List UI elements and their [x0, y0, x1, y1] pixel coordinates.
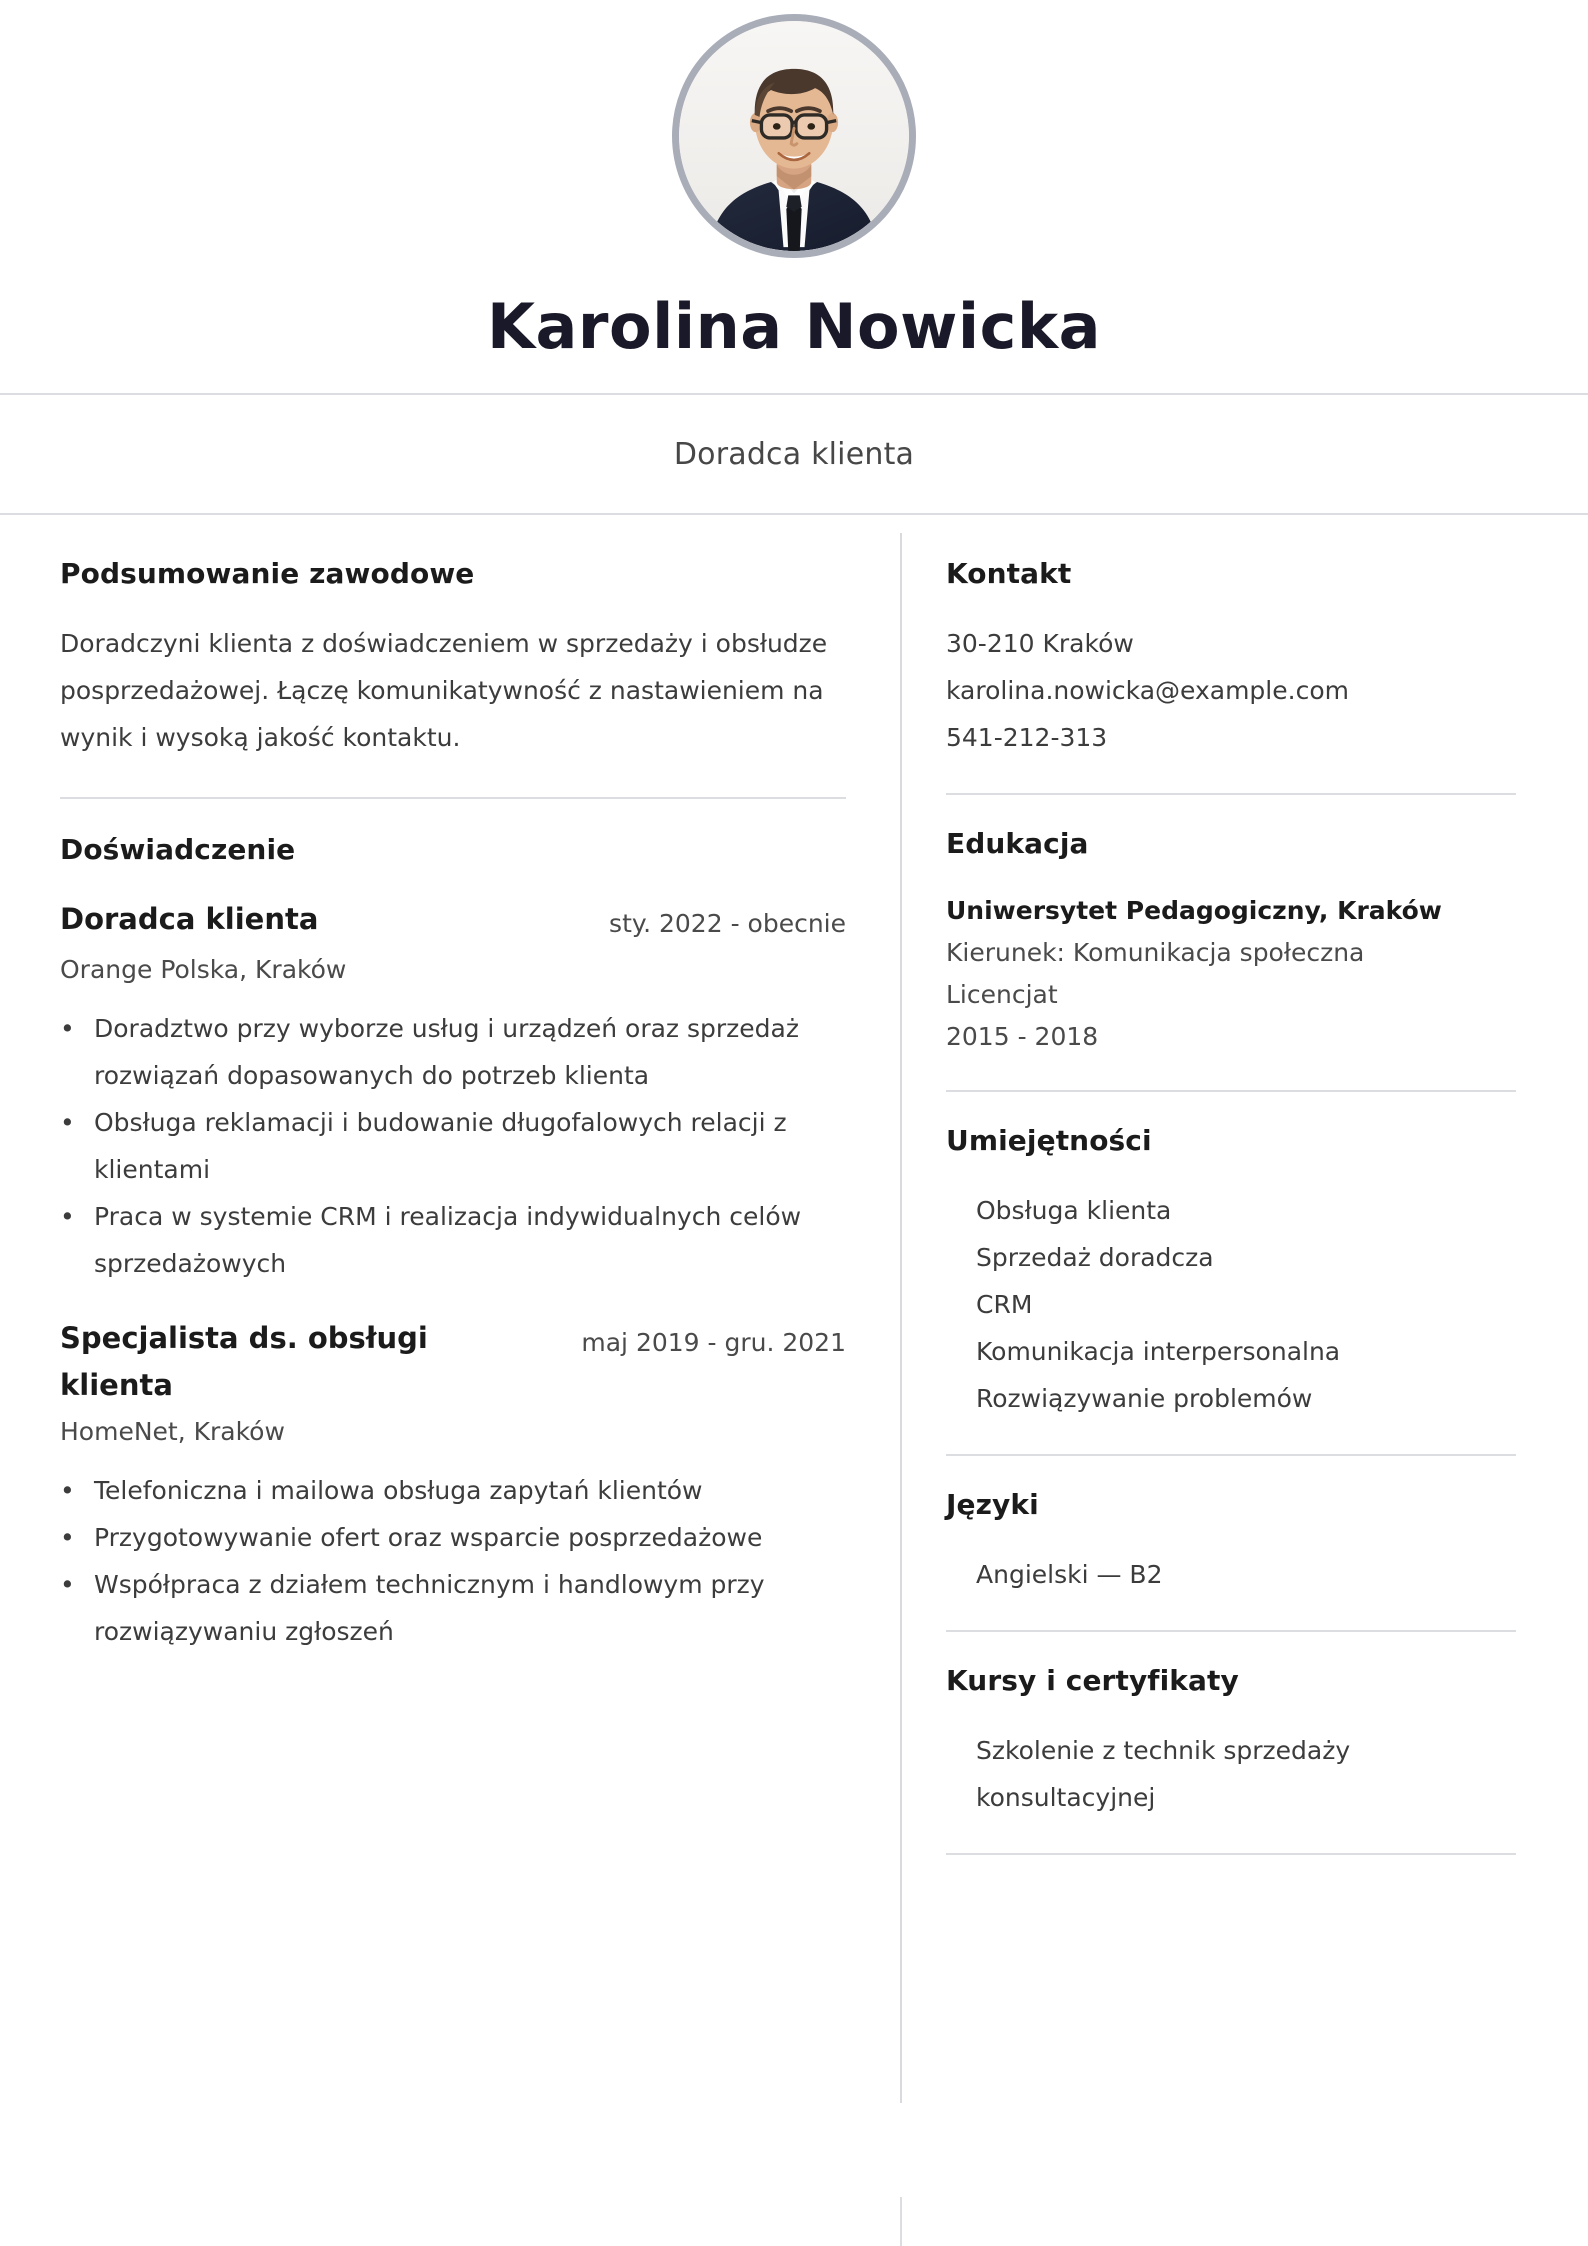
experience-company: HomeNet, Kraków	[60, 1417, 285, 1447]
education-degree: Licencjat	[946, 980, 1058, 1010]
right-section-divider	[946, 1630, 1516, 1632]
section-skills	[946, 1124, 1516, 1422]
right-section-divider	[946, 793, 1516, 795]
experience-entry-header	[60, 1315, 846, 1409]
skill-item: CRM	[976, 1290, 1033, 1320]
job-title-band	[0, 395, 1588, 513]
left-column	[0, 557, 900, 1683]
left-section-divider	[60, 797, 846, 799]
right-section-divider	[946, 1454, 1516, 1456]
skill-item: Rozwiązywanie problemów	[976, 1384, 1313, 1414]
experience-bullet: • Przygotowywanie ofert oraz wsparcie posprzedażowe	[60, 1514, 846, 1561]
resume-body	[0, 515, 1588, 1887]
section-summary	[60, 557, 846, 761]
experience-bullet: • Współpraca z działem technicznym i handlowym przy rozwiązywaniu zgłoszeń	[60, 1561, 846, 1655]
courses-list	[946, 1727, 1516, 1821]
skill-item: Obsługa klienta	[976, 1196, 1172, 1226]
experience-dates: sty. 2022 - obecnie	[609, 909, 846, 939]
experience-bullet: • Telefoniczna i mailowa obsługa zapytań klientów	[60, 1467, 846, 1514]
skill-item: Sprzedaż doradcza	[976, 1243, 1214, 1273]
profile-photo-illustration	[679, 21, 909, 251]
right-section-divider	[946, 1090, 1516, 1092]
experience-entry	[60, 1315, 846, 1655]
skills-list	[946, 1187, 1516, 1422]
resume-header	[0, 0, 1588, 363]
experience-role: Doradca klienta	[60, 902, 319, 937]
section-contact	[946, 557, 1516, 761]
summary-text: Doradczyni klienta z doświadczeniem w sprzedaży i obsłudze posprzedażowej. Łączę komunikatywność z nastawieniem na wynik i wysoką jakość kontaktu.	[60, 629, 828, 753]
experience-bullets	[60, 1467, 846, 1655]
experience-bullet: • Obsługa reklamacji i budowanie długofalowych relacji z klientami	[60, 1099, 846, 1193]
contact-phone[interactable]: 541-212-313	[946, 723, 1108, 753]
skill-item: Komunikacja interpersonalna	[976, 1337, 1341, 1367]
languages-heading: Języki	[946, 1488, 1039, 1522]
courses-heading: Kursy i certyfikaty	[946, 1664, 1239, 1698]
contact-heading: Kontakt	[946, 557, 1072, 591]
language-item: Angielski — B2	[976, 1560, 1163, 1590]
course-item: Szkolenie z technik sprzedaży konsultacyjnej	[976, 1736, 1351, 1813]
right-column	[900, 557, 1588, 1887]
job-title: Doradca klienta	[673, 436, 915, 472]
right-section-divider	[946, 1853, 1516, 1855]
column-divider	[900, 533, 902, 2103]
education-dates: 2015 - 2018	[946, 1022, 1099, 1052]
section-courses	[946, 1664, 1516, 1821]
experience-bullets	[60, 1005, 846, 1287]
experience-role: Specjalista ds. obsługi klienta	[60, 1321, 428, 1403]
section-education	[946, 827, 1516, 1058]
languages-list	[946, 1551, 1516, 1598]
experience-entry	[60, 896, 846, 1287]
page-title: Karolina Nowicka	[487, 290, 1101, 363]
experience-dates: maj 2019 - gru. 2021	[581, 1328, 846, 1358]
contact-email[interactable]: karolina.nowicka@example.com	[946, 676, 1349, 706]
column-divider-lower	[900, 2197, 902, 2246]
education-school: Uniwersytet Pedagogiczny, Kraków	[946, 896, 1442, 926]
education-field: Kierunek: Komunikacja społeczna	[946, 938, 1365, 968]
skills-heading: Umiejętności	[946, 1124, 1152, 1158]
education-heading: Edukacja	[946, 827, 1089, 861]
contact-address: 30-210 Kraków	[946, 629, 1134, 659]
summary-heading: Podsumowanie zawodowe	[60, 557, 475, 591]
experience-bullet: • Doradztwo przy wyborze usług i urządzeń oraz sprzedaż rozwiązań dopasowanych do potrzeb klienta	[60, 1005, 846, 1099]
experience-heading: Doświadczenie	[60, 833, 296, 867]
experience-bullet: • Praca w systemie CRM i realizacja indywidualnych celów sprzedażowych	[60, 1193, 846, 1287]
avatar	[672, 14, 916, 258]
experience-entry-header	[60, 896, 846, 947]
experience-company: Orange Polska, Kraków	[60, 955, 347, 985]
section-languages	[946, 1488, 1516, 1598]
section-experience	[60, 833, 846, 1655]
